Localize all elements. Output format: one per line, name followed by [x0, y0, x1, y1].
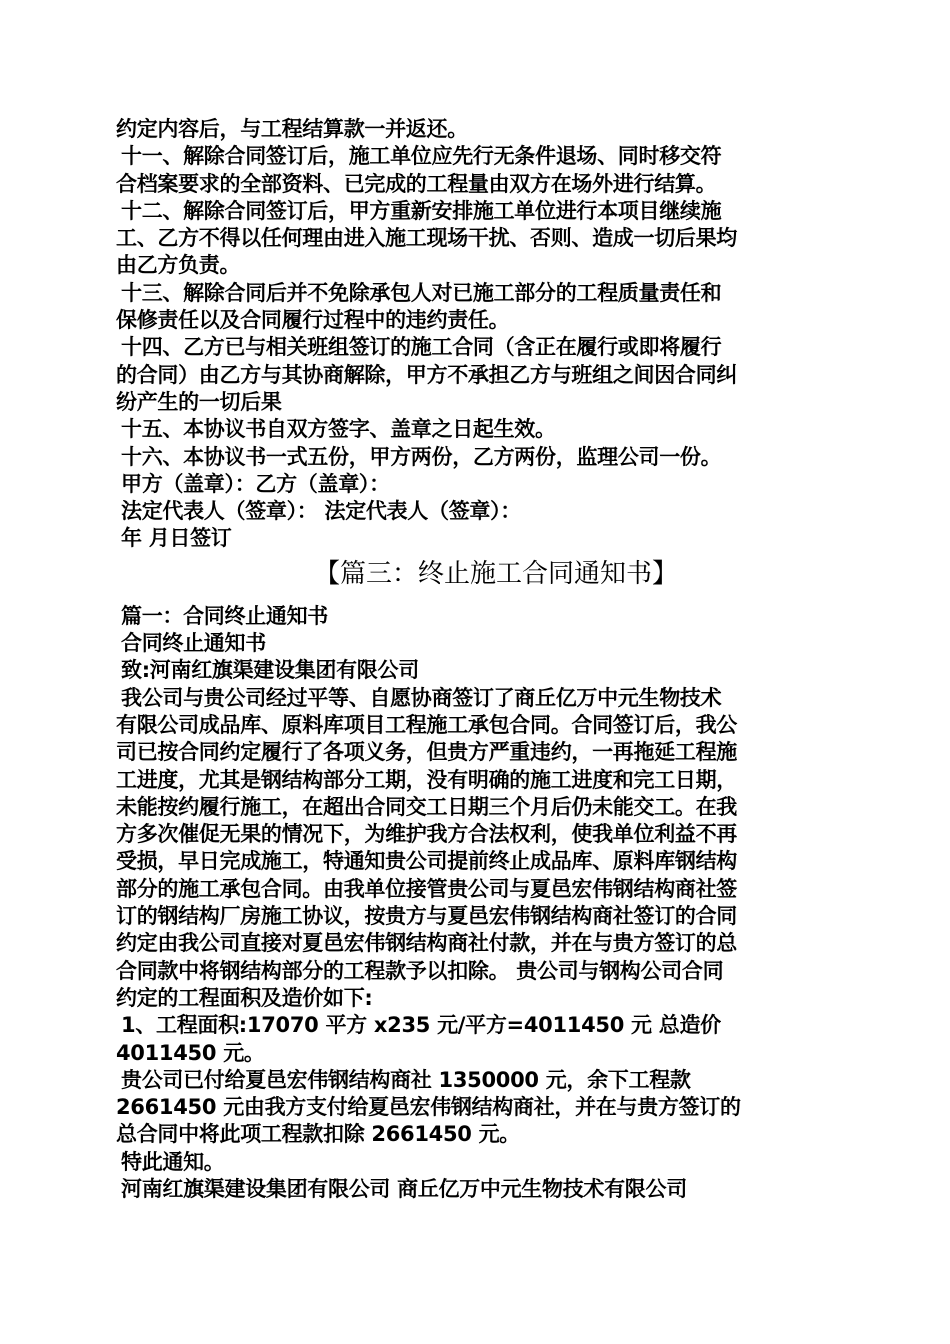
- text-line: 纷产生的一切后果: [116, 389, 282, 414]
- text-line: 十五、本协议书自双方签字、盖章之日起生效。: [121, 417, 556, 442]
- text-line: 工、乙方不得以任何理由进入施工现场干扰、否则、造成一切后果均: [116, 226, 737, 251]
- text-line: 的合同）由乙方与其协商解除，甲方不承担乙方与班组之间因合同纠: [116, 362, 737, 387]
- text-line: 订的钢结构厂房施工协议，按贵方与夏邑宏伟钢结构商社签订的合同: [116, 904, 737, 929]
- text-line: 河南红旗渠建设集团有限公司 商丘亿万中元生物技术有限公司: [121, 1176, 687, 1201]
- section-agreement-clauses: [116, 116, 836, 553]
- text-line: 工进度，尤其是钢结构部分工期，没有明确的施工进度和完工日期，: [116, 767, 737, 792]
- text-line: 司已按合同约定履行了各项义务，但贵方严重违约，一再拖延工程施: [116, 740, 737, 765]
- text-line: 十六、本协议书一式五份，甲方两份，乙方两份，监理公司一份。: [121, 444, 722, 469]
- text-line: 总合同中将此项工程款扣除 2661450 元。: [116, 1122, 521, 1147]
- text-line: 受损，早日完成施工，特通知贵公司提前终止成品库、原料库钢结构: [116, 849, 737, 874]
- section-termination-notice: [116, 603, 836, 1204]
- text-line: 我公司与贵公司经过平等、自愿协商签订了商丘亿万中元生物技术: [121, 685, 722, 710]
- text-line: 合档案要求的全部资料、已完成的工程量由双方在场外进行结算。: [116, 171, 717, 196]
- text-line: 4011450 元。: [116, 1040, 265, 1065]
- text-line: 有限公司成品库、原料库项目工程施工承包合同。合同签订后，我公: [116, 712, 737, 737]
- text-line: 十二、解除合同签订后，甲方重新安排施工单位进行本项目继续施: [121, 198, 722, 223]
- text-line: 年 月日签订: [121, 526, 232, 551]
- text-line: 合同终止通知书: [121, 631, 266, 656]
- text-line: 特此通知。: [121, 1149, 225, 1174]
- text-line: 方多次催促无果的情况下，为维护我方合法权利，使我单位利益不再: [116, 822, 737, 847]
- text-line: 部分的施工承包合同。由我单位接管贵公司与夏邑宏伟钢结构商社签: [116, 876, 737, 901]
- text-line: 由乙方负责。: [116, 253, 241, 278]
- text-line: 保修责任以及合同履行过程中的违约责任。: [116, 308, 510, 333]
- text-line: 贵公司已付给夏邑宏伟钢结构商社 1350000 元，余下工程款: [121, 1067, 691, 1092]
- text-line: 篇一：合同终止通知书: [121, 603, 328, 628]
- text-line: 约定的工程面积及造价如下:: [116, 985, 373, 1010]
- text-line: 未能按约履行施工，在超出合同交工日期三个月后仍未能交工。在我: [116, 794, 737, 819]
- text-line: 约定由我公司直接对夏邑宏伟钢结构商社付款，并在与贵方签订的总: [116, 931, 737, 956]
- text-line: 十四、乙方已与相关班组签订的施工合同（含正在履行或即将履行: [121, 335, 722, 360]
- section-heading: 【篇三：终止施工合同通知书】: [313, 558, 678, 589]
- text-line: 合同款中将钢结构部分的工程款予以扣除。 贵公司与钢构公司合同: [116, 958, 724, 983]
- text-line: 约定内容后，与工程结算款一并返还。: [116, 117, 468, 141]
- text-line: 1、工程面积:17070 平方 x235 元/平方=4011450 元 总造价: [121, 1013, 721, 1038]
- text-line: 致:河南红旗渠建设集团有限公司: [121, 658, 419, 683]
- document-body: [116, 116, 836, 1203]
- text-line: 十三、解除合同后并不免除承包人对已施工部分的工程质量责任和: [121, 280, 722, 305]
- text-line: 法定代表人（签章）： 法定代表人（签章）：: [121, 499, 522, 524]
- text-line: 十一、解除合同签订后，施工单位应先行无条件退场、同时移交符: [121, 144, 722, 169]
- text-line: 2661450 元由我方支付给夏邑宏伟钢结构商社，并在与贵方签订的: [116, 1095, 741, 1120]
- text-line: 甲方（盖章）：乙方（盖章）：: [121, 471, 390, 496]
